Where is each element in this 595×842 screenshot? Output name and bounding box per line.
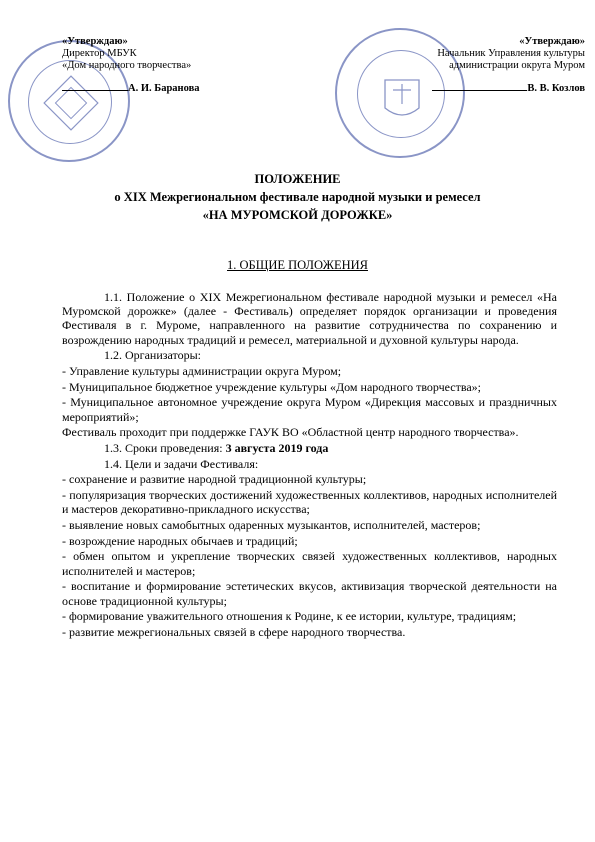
- goal-item: - популяризация творческих достижений художественных коллективов, народных исполнителей и мастеров декоративно-прикладного искусства;: [62, 488, 557, 517]
- organizer-item: - Муниципальное бюджетное учреждение культуры «Дом народного творчества»;: [62, 379, 481, 394]
- paragraph-1-4: 1.4. Цели и задачи Фестиваля:: [104, 456, 259, 471]
- approval-right-name: В. В. Козлов: [527, 83, 585, 94]
- organizer-item: - Муниципальное автономное учреждение округа Муром «Дирекция массовых и праздничных мероприятий»;: [62, 395, 557, 424]
- goal-item: - обмен опытом и укрепление творческих связей художественных коллективов, народных исполнителей и мастеров;: [62, 549, 557, 578]
- approval-block-right: [380, 36, 585, 95]
- right-signature-line: [432, 90, 527, 91]
- approval-block-left: [62, 36, 232, 95]
- goal-item: - возрождение народных обычаев и традиций;: [62, 533, 298, 548]
- document-body: [62, 290, 557, 641]
- goal-item: - развитие межрегиональных связей в сфере народного творчества.: [62, 624, 406, 639]
- approval-right-heading: «Утверждаю»: [519, 36, 585, 47]
- section-heading: 1. ОБЩИЕ ПОЛОЖЕНИЯ: [227, 258, 368, 272]
- goal-item: - воспитание и формирование эстетических вкусов, активизация творческой деятельности на основе традиционной культуры;: [62, 579, 557, 608]
- goal-item: - выявление новых самобытных одаренных музыкантов, исполнителей, мастеров;: [62, 518, 481, 533]
- goal-item: - формирование уважительного отношения к Родине, к ее истории, культуре, традициям;: [62, 609, 517, 624]
- approval-left-heading: «Утверждаю»: [62, 36, 128, 47]
- paragraph-1-2: 1.2. Организаторы:: [104, 348, 201, 363]
- paragraph-1-3-label: 1.3. Сроки проведения:: [104, 441, 226, 456]
- approval-right-position: Начальник Управления культуры: [437, 48, 585, 59]
- festival-date: 3 августа 2019 года: [225, 441, 329, 456]
- approval-left-position: Директор МБУК: [62, 48, 137, 59]
- organizer-item: - Управление культуры администрации округа Муром;: [62, 364, 342, 379]
- goal-item: - сохранение и развитие народной традиционной культуры;: [62, 472, 367, 487]
- title-line-1: ПОЛОЖЕНИЕ: [254, 172, 341, 186]
- approval-right-organization: администрации округа Муром: [449, 60, 585, 71]
- support-paragraph: Фестиваль проходит при поддержке ГАУК ВО «Областной центр народного творчества».: [62, 425, 519, 440]
- title-line-3: «НА МУРОМСКОЙ ДОРОЖКЕ»: [202, 208, 393, 222]
- left-signature-line: [62, 90, 128, 91]
- paragraph-1-1: 1.1. Положение о XIX Межрегиональном фестивале народной музыки и ремесел «На Муромской дорожке» (далее - Фестиваль) определяет порядок организации и проведения Фестиваля в г. Муроме, направленного на развитие сотрудничества по сохранению и возрождению народных традиций и ремесел, материальной и духовной культуры народа.: [62, 290, 557, 347]
- document-title: [0, 170, 595, 224]
- approval-left-organization: «Дом народного творчества»: [62, 60, 192, 71]
- approval-left-name: А. И. Баранова: [128, 83, 200, 94]
- title-line-2: о XIX Межрегиональном фестивале народной музыки и ремесел: [114, 190, 481, 204]
